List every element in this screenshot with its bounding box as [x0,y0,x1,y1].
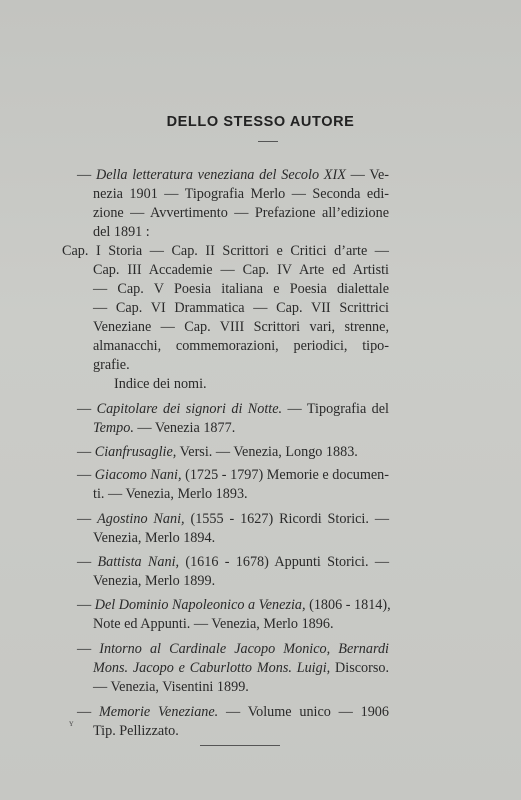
page-title: DELLO STESSO AUTORE [166,114,355,130]
entry-2-line-2: Tempo. — Venezia 1877. [93,420,236,436]
entry-1-line-7: — Cap. V Poesia italiana e Poesia dialettale [93,281,389,297]
entry-1-line-8: — Cap. VI Drammatica — Cap. VII Scrittrici [93,300,389,316]
entry-1-title: Della letteratura veneziana del Secolo XIX [95,167,346,183]
entry-1-line-6: Cap. III Accademie — Cap. IV Arte ed Artisti [93,262,389,278]
entry-6-line-1: — Battista Nani, (1616 - 1678) Appunti Storici. — [77,554,390,570]
entry-9-line-2: Tip. Pellizzato. [93,723,179,739]
closing-rule [200,745,280,746]
entry-2-title: Capitolare dei signori di Notte. [96,401,283,417]
entry-7-line-2: Note ed Appunti. — Venezia, Merlo 1896. [93,616,334,632]
entry-1-line-4: del 1891 : [93,224,150,240]
entry-8-line-3: — Venezia, Visentini 1899. [93,679,249,695]
entry-8-line-1: — Intorno al Cardinale Jacopo Monico, Bernardi [77,641,389,657]
entry-4-line-2: ti. — Venezia, Merlo 1893. [93,486,248,502]
entry-5-line-2: Venezia, Merlo 1894. [93,530,216,546]
entry-7-title: Del Dominio Napoleonico a Venezia, [94,597,306,613]
entry-1-line-2: nezia 1901 — Tipografia Merlo — Seconda edi- [93,186,389,202]
entry-1-line-3: zione — Avvertimento — Prefazione all’edizione [93,205,389,221]
entry-4-title: Giacomo Nani, [94,467,182,483]
entry-7-line-1: — Del Dominio Napoleonico a Venezia, (1806 - 1814), [77,597,391,613]
entry-9-title: Memorie Veneziane. [98,704,219,720]
entry-5-line-1: — Agostino Nani, (1555 - 1627) Ricordi Storici. — [77,511,390,527]
entry-3-line-1: — Cianfrusaglie, Versi. — Venezia, Longo 1883. [77,444,358,460]
entry-6-line-2: Venezia, Merlo 1899. [93,573,216,589]
entry-8-line-2: Mons. Jacopo e Caburlotto Mons. Luigi, Discorso. [93,660,389,676]
entry-6-title: Battista Nani, [97,554,180,570]
entry-1-line-12: Indice dei nomi. [114,376,207,392]
entry-5-title: Agostino Nani, [97,511,185,527]
margin-mark: ʏ [69,718,74,728]
entry-1-line-9: Veneziane — Cap. VIII Scrittori vari, strenne, [93,319,389,335]
entry-4-line-1: — Giacomo Nani, (1725 - 1797) Memorie e documen- [77,467,390,483]
entry-1-line-5: Cap. I Storia — Cap. II Scrittori e Critici d’arte — [62,243,389,259]
entry-8-title: Intorno al Cardinale Jacopo Monico, Bernardi [99,641,389,657]
title-rule [258,141,278,142]
entry-9-line-1: — Memorie Veneziane. — Volume unico — 1906 [77,704,389,720]
entry-1-line-1: — Della letteratura veneziana del Secolo XIX — Ve- [77,167,390,183]
entry-1-line-10: almanacchi, commemorazioni, periodici, tipo- [93,338,389,354]
entry-1-line-11: grafie. [93,357,130,373]
entry-3-title: Cianfrusaglie, [94,444,177,460]
entry-2-line-1: — Capitolare dei signori di Notte. — Tipografia del [77,401,390,417]
